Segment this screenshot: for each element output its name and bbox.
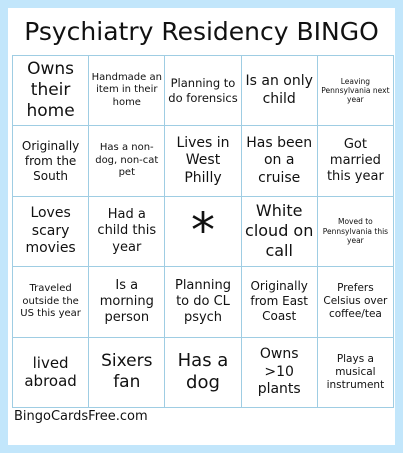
cell-label: Originally from the South bbox=[21, 138, 80, 183]
footer-credit: BingoCardsFree.com bbox=[14, 409, 148, 424]
bingo-cell-r3c5 bbox=[318, 197, 394, 267]
cell-label: Plays a musical instrument bbox=[326, 352, 385, 391]
cell-label: Got married this year bbox=[326, 136, 384, 185]
cell-label: Had a child this year bbox=[97, 207, 157, 255]
bingo-cell-r1c4 bbox=[242, 56, 318, 126]
cell-label: Planning to do forensics bbox=[168, 76, 238, 105]
cell-label: Owns their home bbox=[26, 58, 75, 122]
bingo-card bbox=[8, 8, 395, 445]
card-title: Psychiatry Residency BINGO bbox=[24, 17, 379, 46]
bingo-cell-r5c5 bbox=[318, 338, 394, 408]
cell-label: Loves scary movies bbox=[25, 205, 76, 257]
cell-label: Planning to do CL psych bbox=[174, 277, 231, 326]
cell-label: Is a morning person bbox=[99, 277, 154, 326]
cell-label: Owns >10 plants bbox=[257, 346, 301, 398]
cell-label: lived abroad bbox=[24, 353, 77, 391]
cell-label: Has been on a cruise bbox=[246, 134, 313, 186]
cell-label: Lives in West Philly bbox=[176, 134, 230, 186]
bingo-cell-r2c1 bbox=[13, 126, 89, 196]
bingo-cell-r5c1 bbox=[13, 338, 89, 408]
bingo-cell-r4c1 bbox=[13, 267, 89, 337]
bingo-cell-r2c5 bbox=[318, 126, 394, 196]
cell-label: Traveled outside the US this year bbox=[20, 283, 81, 320]
cell-label: Leaving Pennsylvania next year bbox=[321, 76, 390, 105]
bingo-cell-r5c2 bbox=[89, 338, 165, 408]
cell-label: Moved to Pennsylvania this year bbox=[322, 217, 389, 246]
cell-label: Is an only child bbox=[245, 73, 313, 107]
bingo-cell-r2c2 bbox=[89, 126, 165, 196]
bingo-cell-r3c2 bbox=[89, 197, 165, 267]
bingo-cell-r2c3 bbox=[165, 126, 241, 196]
bingo-cell-r4c4 bbox=[242, 267, 318, 337]
bingo-cell-r4c3 bbox=[165, 267, 241, 337]
cell-label: Handmade an item in their home bbox=[91, 71, 162, 108]
cell-label: Has a non-dog, non-cat pet bbox=[95, 142, 159, 179]
bingo-cell-r5c3 bbox=[165, 338, 241, 408]
bingo-cell-r1c3 bbox=[165, 56, 241, 126]
bingo-cell-r3c4 bbox=[242, 197, 318, 267]
asterisk-icon: * bbox=[190, 203, 215, 260]
cell-label: Originally from East Coast bbox=[250, 279, 309, 324]
bingo-cell-r4c2 bbox=[89, 267, 165, 337]
free-space-cell bbox=[165, 197, 241, 267]
bingo-cell-r1c5 bbox=[318, 56, 394, 126]
cell-label: Sixers fan bbox=[101, 351, 153, 393]
bingo-cell-r2c4 bbox=[242, 126, 318, 196]
bingo-cell-r5c4 bbox=[242, 338, 318, 408]
bingo-cell-r4c5 bbox=[318, 267, 394, 337]
bingo-cell-r1c2 bbox=[89, 56, 165, 126]
cell-label: Prefers Celsius over coffee/tea bbox=[323, 282, 388, 321]
cell-label: Has a dog bbox=[177, 349, 229, 394]
cell-label: White cloud on call bbox=[245, 201, 314, 261]
bingo-grid bbox=[12, 55, 394, 408]
bingo-cell-r3c1 bbox=[13, 197, 89, 267]
bingo-cell-r1c1 bbox=[13, 56, 89, 126]
